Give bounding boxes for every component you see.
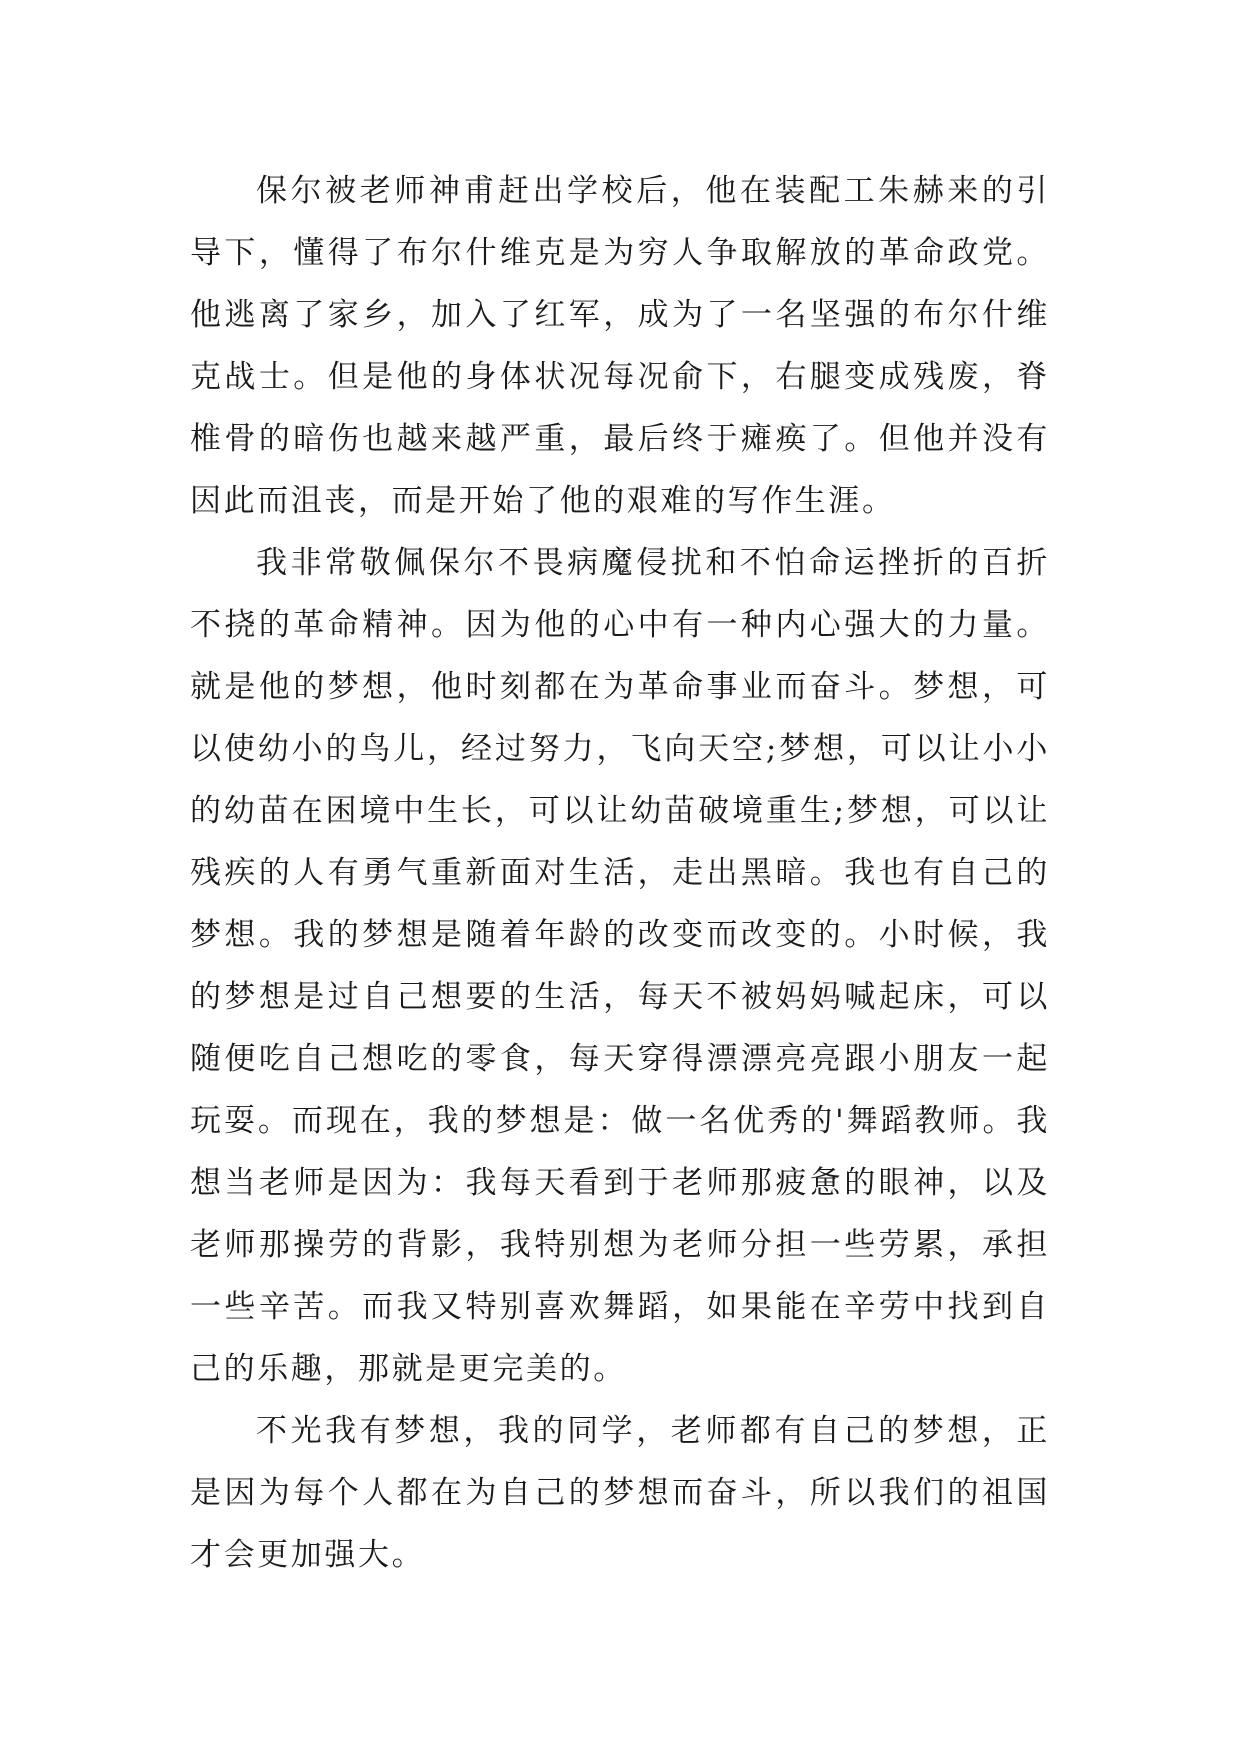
- paragraph-2: 我非常敬佩保尔不畏病魔侵扰和不怕命运挫折的百折不挠的革命精神。因为他的心中有一种内心强大的力量。就是他的梦想，他时刻都在为革命事业而奋斗。梦想，可以使幼小的鸟儿，经过努力，飞向天空;梦想，可以让小小的幼苗在困境中生长，可以让幼苗破境重生;梦想，可以让残疾的人有勇气重新面对生活，走出黑暗。我也有自己的梦想。我的梦想是随着年龄的改变而改变的。小时候，我的梦想是过自己想要的生活，每天不被妈妈喊起床，可以随便吃自己想吃的零食，每天穿得漂漂亮亮跟小朋友一起玩耍。而现在，我的梦想是：做一名优秀的'舞蹈教师。我想当老师是因为：我每天看到于老师那疲惫的眼神，以及老师那操劳的背影，我特别想为老师分担一些劳累，承担一些辛苦。而我又特别喜欢舞蹈，如果能在辛劳中找到自己的乐趣，那就是更完美的。: [190, 545, 1050, 1387]
- document-body: [190, 160, 1050, 1586]
- paragraph-3: 不光我有梦想，我的同学，老师都有自己的梦想，正是因为每个人都在为自己的梦想而奋斗，所以我们的祖国才会更加强大。: [190, 1413, 1050, 1573]
- paragraph-1: 保尔被老师神甫赶出学校后，他在装配工朱赫来的引导下，懂得了布尔什维克是为穷人争取解放的革命政党。他逃离了家乡，加入了红军，成为了一名坚强的布尔什维克战士。但是他的身体状况每况俞下，右腿变成残废，脊椎骨的暗伤也越来越严重，最后终于瘫痪了。但他并没有因此而沮丧，而是开始了他的艰难的写作生涯。: [190, 173, 1050, 519]
